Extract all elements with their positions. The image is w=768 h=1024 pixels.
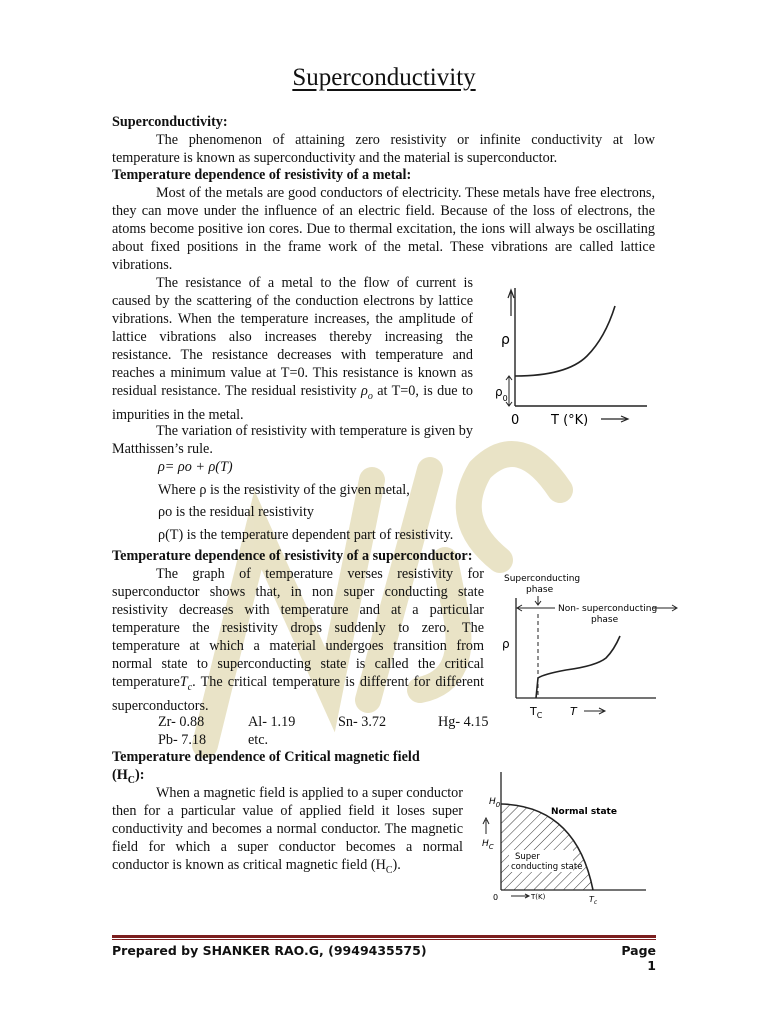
paragraph-critical-temperature (112, 565, 484, 715)
section-heading-superconductor-resistivity: Temperature dependence of resistivity of a superconductor: (112, 548, 473, 564)
hc-label: $H_C$ (482, 839, 494, 851)
tc-symbol: T (179, 674, 188, 690)
sc-phase-label-2: phase (526, 585, 554, 595)
rho0-label: $\rho_0$ (495, 385, 508, 403)
critical-temp-text: The graph of temperature verses resistivity for superconductor shows that, in non super conducting state resistivity decreases with temperature and at a particular temperature the resistivity drops suddenly to zero. The temperature at which a material undergoes transition from normal state to superconducting state is called the critical temperature (112, 566, 484, 690)
document-title: Superconductivity (292, 64, 476, 91)
element-zr: Zr- 0.88 (158, 714, 205, 730)
paragraph-critical-field: When a magnetic field is applied to a super conductor then for a particular value of applied field it loses super conductivity and becomes a normal conductor. The magnetic field for which a super conductor becomes a normal conductor is known as critical magnetic field $(H_C)$. (112, 785, 463, 876)
origin-label: 0 (493, 893, 499, 902)
critical-field-graph (481, 764, 656, 904)
x-axis-label: T (°K) (551, 413, 589, 428)
element-pb: Pb- 7.18 (158, 732, 207, 748)
nsc-phase-label-1: Non- superconducting (558, 604, 658, 614)
y-axis-label: ρ (502, 637, 510, 651)
y-axis-label: ρ (501, 332, 510, 348)
metal-resistivity-graph (487, 276, 657, 436)
tc-label: $T_c$ (589, 895, 598, 904)
tc-label: $T_C$ (530, 705, 543, 720)
formula-matthissen: ρ= ρo + ρ(T) (158, 459, 233, 475)
element-hg: Hg- 4.15 (438, 714, 489, 730)
sc-state-label-2: conducting state (511, 862, 583, 872)
critical-temp-tail: . The critical temperature is different for different superconductors. (112, 674, 484, 714)
sc-phase-label-1: Superconducting (504, 574, 581, 584)
tc-subscript: c (187, 681, 193, 693)
paragraph-residual-resistance (112, 274, 473, 424)
footer-page-number: Page 1 (621, 943, 656, 973)
rho-symbol: ρ (361, 383, 368, 399)
element-sn: Sn- 3.72 (338, 714, 387, 730)
superconductor-resistivity-graph (496, 570, 686, 720)
sc-curve (536, 636, 620, 698)
sc-state-label-1: Super (515, 852, 540, 862)
residual-tail: at T=0, is due to impurities in the metal. (112, 383, 474, 423)
x-axis-label: T(K) (531, 893, 546, 901)
h0-label: $H_0$ (489, 797, 501, 809)
section-heading-metal-resistivity: Temperature dependence of resistivity of a metal: (112, 167, 412, 183)
x-axis-label: T (570, 705, 577, 718)
rho-subscript: o (367, 390, 373, 402)
residual-text: The resistance of a metal to the flow of current is caused by the scattering of the conduction electrons by lattice vibrations. When the temperature increases, the amplitude of lattice vibrations also increases thereby increasing the resistance. The resistance decreases with temperature and reaches a minimum value at T=0. This resistance is known as residual resistance. The residual resistivity (112, 275, 473, 399)
section-heading-critical-field-2: $(H_C)$: (112, 767, 145, 786)
footer-rule-thick (112, 935, 656, 938)
nsc-phase-label-2: phase (591, 615, 619, 625)
paragraph-matthissen: The variation of resistivity with temperature is given by Matthissen’s rule. (112, 423, 473, 457)
element-etc: etc. (248, 732, 269, 748)
origin-label: 0 (511, 413, 520, 428)
section-heading-critical-field: Temperature dependence of Critical magnetic field (112, 749, 420, 765)
critical-field-text: When a magnetic field is applied to a super conductor then for a particular value of applied field it loses super conductivity and becomes a normal conductor. The magnetic field for which a super conductor becomes a normal conductor is known as critical magnetic field (H (112, 785, 463, 873)
paragraph-definition: The phenomenon of attaining zero resistivity or infinite conductivity at low temperature is known as superconductivity and the material is superconductor. (112, 132, 655, 166)
where-line-1: Where ρ is the resistivity of the given metal, (158, 482, 410, 498)
footer-author: Prepared by SHANKER RAO.G, (9949435575) (112, 943, 427, 958)
element-al: Al- 1.19 (248, 714, 296, 730)
paragraph-lattice-vibrations: Most of the metals are good conductors of electricity. These metals have free electrons, they can move under the influence of an electric field. Because of the loss of electrons, the atoms become positive ion cores. Due to thermal excitation, the ions will always be oscillating about fixed positions in the frame work of the metal. These vibrations are called lattice vibrations. (112, 185, 655, 273)
where-line-2: ρo is the residual resistivity (158, 504, 315, 520)
resistivity-curve (515, 306, 615, 376)
section-heading-superconductivity: Superconductivity: (112, 114, 228, 130)
normal-state-label: Normal state (551, 807, 617, 817)
footer-rule-thin (112, 939, 656, 940)
where-line-3: ρ(T) is the temperature dependent part of resistivity. (158, 527, 454, 543)
